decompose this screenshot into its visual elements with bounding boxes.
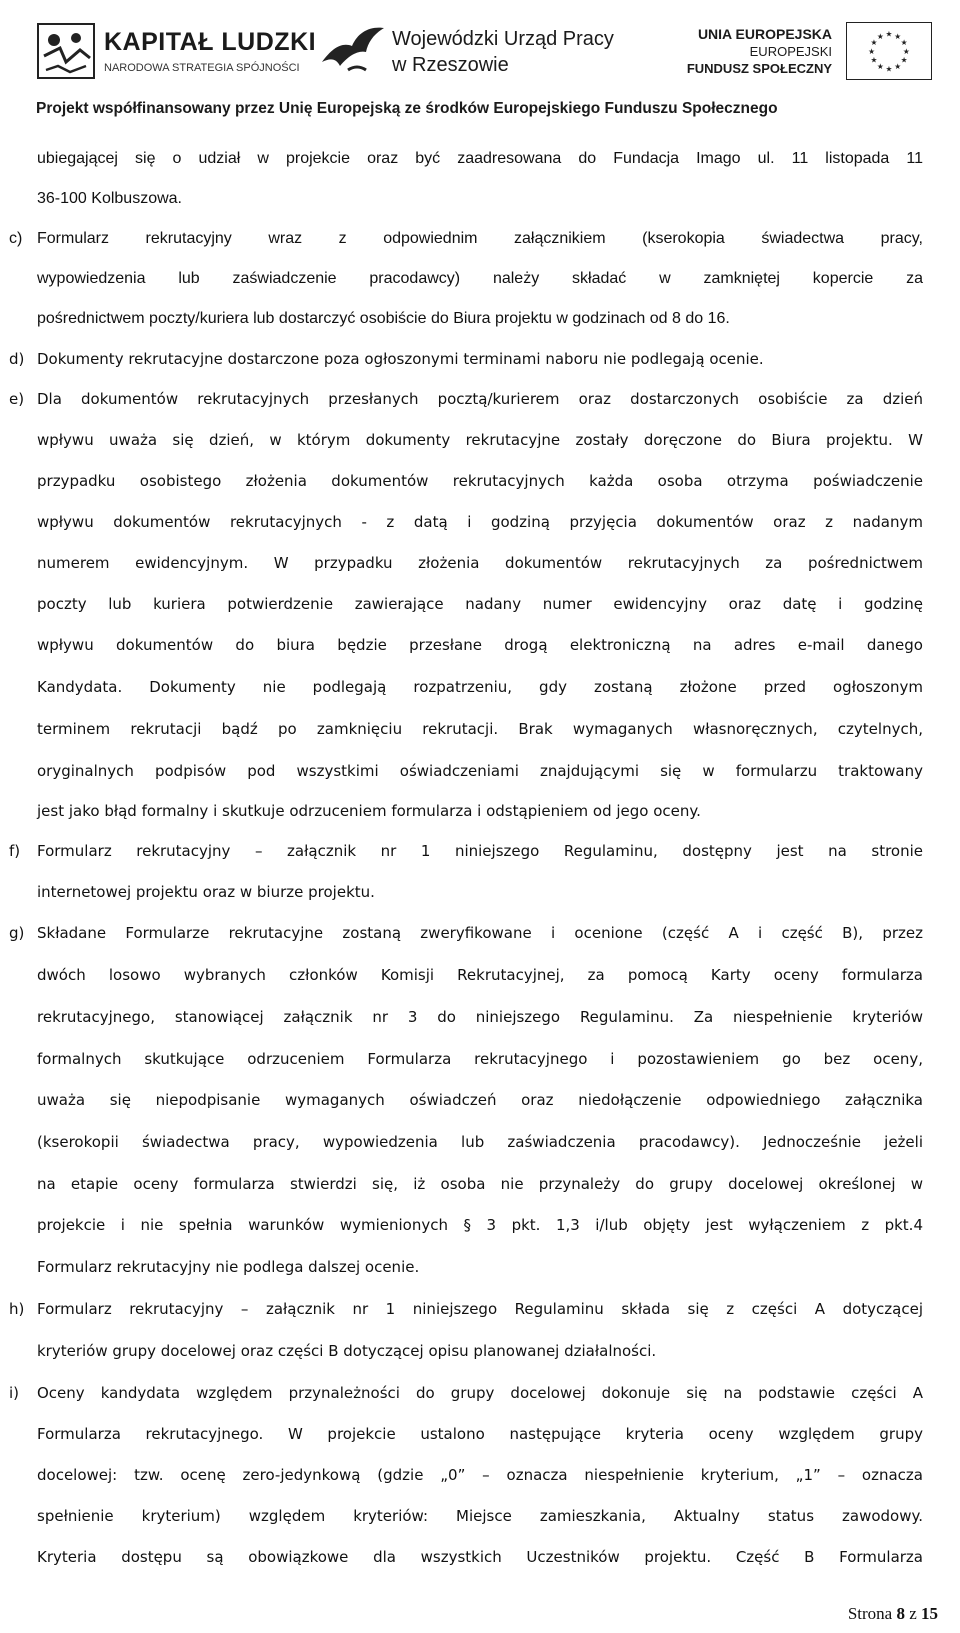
list-marker: d) bbox=[9, 350, 25, 368]
text-line: Formularz rekrutacyjny nie podlega dalszej ocenie. bbox=[37, 1258, 420, 1276]
kapital-ludzki-subtitle: NARODOWA STRATEGIA SPÓJNOŚCI bbox=[104, 62, 300, 74]
document-header bbox=[0, 0, 960, 128]
text-line: rekrutacyjnego, stanowiącej załącznik nr 3 do niniejszego Regulaminu. Za niespełnienie kryteriów bbox=[37, 1008, 923, 1026]
wup-rzeszow-logo bbox=[318, 18, 618, 82]
kapital-ludzki-logo bbox=[36, 18, 326, 82]
list-marker: e) bbox=[9, 390, 25, 408]
text-line: Dla dokumentów rekrutacyjnych przesłanych pocztą/kurierem oraz dostarczonych osobiście za dzień bbox=[37, 390, 923, 408]
list-marker: i) bbox=[9, 1384, 20, 1402]
wup-name-line1: Wojewódzki Urząd Pracy bbox=[392, 28, 614, 50]
eu-star-icon: ★ bbox=[894, 61, 902, 71]
page-number-prefix: Strona bbox=[847, 1604, 897, 1623]
text-line: przypadku osobistego złożenia dokumentów rekrutacyjnych każda osoba otrzyma poświadczenie bbox=[37, 472, 923, 490]
eu-star-icon: ★ bbox=[876, 31, 884, 41]
wup-bird-icon bbox=[318, 22, 388, 78]
kapital-ludzki-title: KAPITAŁ LUDZKI bbox=[104, 28, 317, 56]
efs-name-line2: FUNDUSZ SPOŁECZNY bbox=[686, 61, 832, 76]
eu-star-icon: ★ bbox=[870, 55, 878, 65]
text-line: docelowej: tzw. ocenę zero-jedynkową (gdzie „0” – oznacza niespełnienie kryterium, „1” – oznacza bbox=[37, 1466, 923, 1484]
text-line: formalnych skutkujące odrzuceniem Formularza rekrutacyjnego i pozostawieniem go bez oceny, bbox=[37, 1050, 923, 1068]
text-line: numerem ewidencyjnym. W przypadku złożenia dokumentów rekrutacyjnych za pośrednictwem bbox=[37, 554, 923, 572]
text-line: na etapie oceny formularza stwierdzi się, iż osoba nie przynależy do grupy docelowej określonej w bbox=[37, 1175, 923, 1193]
list-marker: g) bbox=[9, 924, 25, 942]
eu-efs-logo bbox=[652, 22, 932, 82]
cofinancing-notice: Projekt współfinansowany przez Unię Europejską ze środków Europejskiego Funduszu Społecznego bbox=[36, 100, 778, 117]
text-line: spełnienie kryterium) względem kryteriów: Miejsce zamieszkania, Aktualny status zawodowy. bbox=[37, 1507, 923, 1525]
wup-name-line2: w Rzeszowie bbox=[392, 54, 509, 76]
text-line: Formularz rekrutacyjny – załącznik nr 1 niniejszego Regulaminu, dostępny jest na stronie bbox=[37, 842, 923, 860]
page-number-total: 15 bbox=[921, 1604, 938, 1623]
text-line: wpływu uważa się dzień, w którym dokumenty rekrutacyjne zostały doręczone do Biura projektu. W bbox=[37, 431, 923, 449]
text-line: wpływu dokumentów rekrutacyjnych - z datą i godziną przyjęcia dokumentów oraz z nadanym bbox=[37, 513, 923, 531]
page-number-separator: z bbox=[904, 1604, 921, 1623]
list-marker: c) bbox=[9, 230, 23, 247]
text-line: Kandydata. Dokumenty nie podlegają rozpatrzeniu, gdy zostaną złożone przed ogłoszonym bbox=[37, 678, 923, 696]
efs-name-line1: EUROPEJSKI bbox=[749, 44, 832, 59]
text-line: pośrednictwem poczty/kuriera lub dostarczyć osobiście do Biura projektu w godzinach od 8 do 16. bbox=[37, 310, 730, 327]
text-line: Formularz rekrutacyjny – załącznik nr 1 niniejszego Regulaminu składa się z części A dotyczącej bbox=[37, 1300, 923, 1318]
text-line: Oceny kandydata względem przynależności do grupy docelowej dokonuje się na podstawie części A bbox=[37, 1384, 923, 1402]
text-line: oryginalnych podpisów pod wszystkimi oświadczeniami znajdującymi się w formularzu traktowany bbox=[37, 762, 923, 780]
text-line: projekcie i nie spełnia warunków wymienionych § 3 pkt. 1,3 i/lub objęty jest wyłączeniem z pkt.4 bbox=[37, 1216, 923, 1234]
text-line: internetowej projektu oraz w biurze projektu. bbox=[37, 883, 375, 901]
list-marker: h) bbox=[9, 1300, 25, 1318]
text-line: Dokumenty rekrutacyjne dostarczone poza ogłoszonymi terminami naboru nie podlegają ocenie. bbox=[37, 350, 764, 368]
text-line: 36-100 Kolbuszowa. bbox=[37, 190, 182, 207]
text-line: Formularza rekrutacyjnego. W projekcie ustalono następujące kryteria oceny względem grupy bbox=[37, 1425, 923, 1443]
text-line: uważa się niepodpisanie wymaganych oświadczeń oraz niedołączenie odpowiedniego załącznika bbox=[37, 1091, 923, 1109]
eu-flag-icon bbox=[846, 22, 932, 80]
eu-star-icon: ★ bbox=[868, 46, 876, 56]
page-number bbox=[848, 1604, 938, 1624]
text-line: Formularz rekrutacyjny wraz z odpowiednim załącznikiem (kserokopia świadectwa pracy, bbox=[37, 230, 923, 247]
eu-star-icon: ★ bbox=[876, 61, 884, 71]
kapital-ludzki-emblem-icon bbox=[36, 22, 96, 80]
text-line: (kserokopii świadectwa pracy, wypowiedzenia lub zaświadczenia pracodawcy). Jednocześnie jeżeli bbox=[37, 1133, 923, 1151]
eu-star-icon: ★ bbox=[894, 31, 902, 41]
eu-star-icon: ★ bbox=[870, 38, 878, 48]
text-line: wypowiedzenia lub zaświadczenie pracodawcy) należy składać w zamkniętej kopercie za bbox=[37, 270, 923, 287]
page-number-current: 8 bbox=[896, 1604, 905, 1623]
text-line: wpływu dokumentów do biura będzie przesłane drogą elektroniczną na adres e-mail danego bbox=[37, 636, 923, 654]
eu-star-icon: ★ bbox=[885, 64, 893, 74]
eu-star-icon: ★ bbox=[900, 55, 908, 65]
eu-star-icon: ★ bbox=[900, 38, 908, 48]
eu-star-icon: ★ bbox=[902, 46, 910, 56]
text-line: poczty lub kuriera potwierdzenie zawierające nadany numer ewidencyjny oraz datę i godzinę bbox=[37, 595, 923, 613]
list-marker: f) bbox=[9, 842, 21, 860]
eu-star-icon: ★ bbox=[885, 29, 893, 39]
text-line: terminem rekrutacji bądź po zamknięciu rekrutacji. Brak wymaganych własnoręcznych, czytelnych, bbox=[37, 720, 923, 738]
text-line: kryteriów grupy docelowej oraz części B dotyczącej opisu planowanej działalności. bbox=[37, 1342, 657, 1360]
eu-name: UNIA EUROPEJSKA bbox=[697, 26, 832, 42]
text-line: Kryteria dostępu są obowiązkowe dla wszystkich Uczestników projektu. Część B Formularza bbox=[37, 1548, 923, 1566]
text-line: ubiegającej się o udział w projekcie oraz być zaadresowana do Fundacja Imago ul. 11 listopada 11 bbox=[37, 150, 923, 167]
text-line: jest jako błąd formalny i skutkuje odrzuceniem formularza i odstąpieniem od jego oceny. bbox=[37, 802, 701, 820]
text-line: Składane Formularze rekrutacyjne zostaną zweryfikowane i ocenione (część A i część B), przez bbox=[37, 924, 923, 942]
text-line: dwóch losowo wybranych członków Komisji Rekrutacyjnej, za pomocą Karty oceny formularza bbox=[37, 966, 923, 984]
